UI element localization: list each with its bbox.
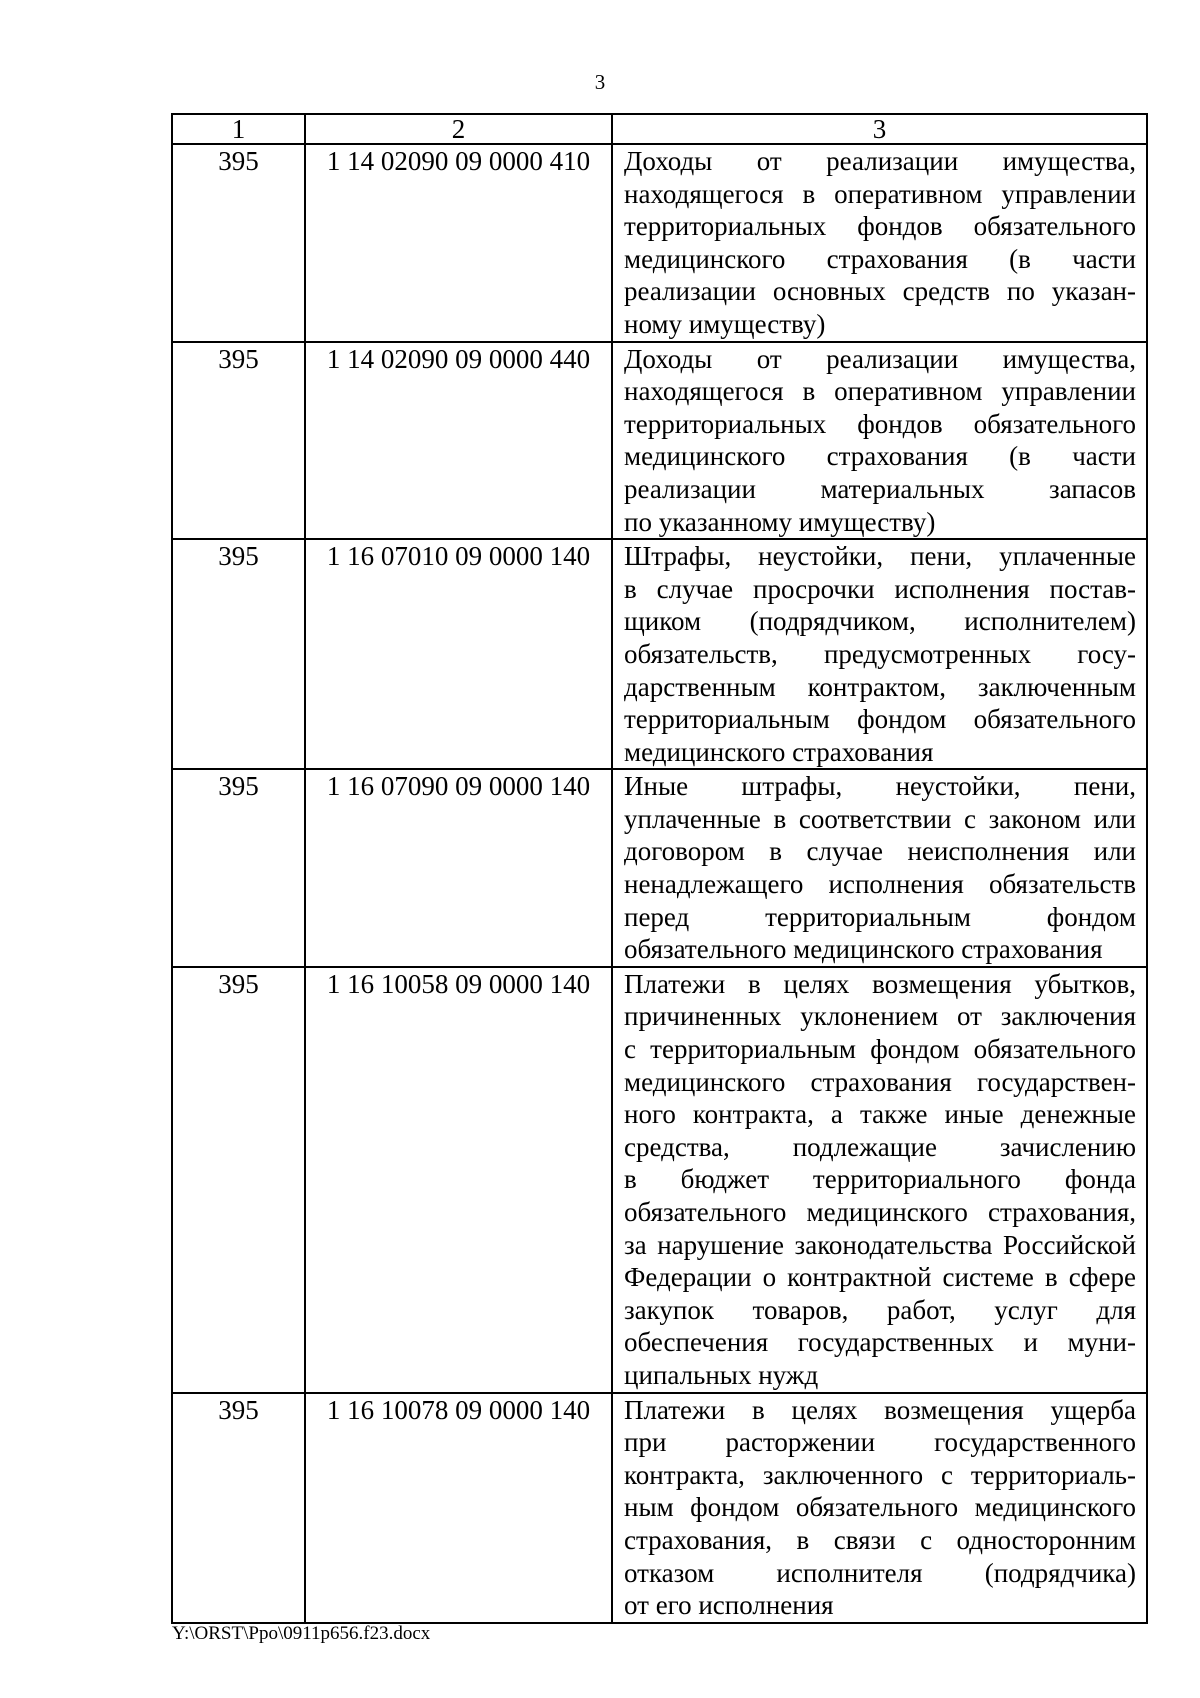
description-line: ным фондом обязательного медицинского xyxy=(624,1492,1136,1523)
admin-code-cell: 395 xyxy=(172,539,305,769)
description-cell xyxy=(612,967,1147,1393)
description-line: закупок товаров, работ, услуг для xyxy=(624,1294,1136,1325)
description-line: в бюджет территориального фонда xyxy=(624,1164,1136,1195)
description-line: дарственным контрактом, заключенным xyxy=(624,671,1136,702)
description-line: ного контракта, а также иные денежные xyxy=(624,1099,1136,1130)
description-line: обязательств, предусмотренных госу- xyxy=(624,638,1136,669)
description-line: медицинского страхования (в части xyxy=(624,243,1136,274)
column-header-3: 3 xyxy=(612,114,1147,144)
budget-code-cell: 1 16 10058 09 0000 140 xyxy=(305,967,612,1393)
description-line: отказом исполнителя (подрядчика) xyxy=(624,1557,1136,1588)
description-line: ному имуществу) xyxy=(624,308,826,339)
table-row xyxy=(172,769,1147,967)
table-row xyxy=(172,539,1147,769)
description-line: за нарушение законодательства Российской xyxy=(624,1229,1136,1260)
description-line: в случае просрочки исполнения постав- xyxy=(624,573,1136,604)
description-line: находящегося в оперативном управлении xyxy=(624,376,1136,407)
description-line: Доходы от реализации имущества, xyxy=(624,343,1136,374)
description-line: медицинского страхования (в части xyxy=(624,441,1136,472)
description-line: договором в случае неисполнения или xyxy=(624,836,1136,867)
description-cell xyxy=(612,342,1147,540)
description-line: находящегося в оперативном управлении xyxy=(624,178,1136,209)
description-line: контракта, заключенного с территориаль- xyxy=(624,1459,1136,1490)
description-line: Федерации о контрактной системе в сфере xyxy=(624,1262,1136,1293)
description-line: территориальных фондов обязательного xyxy=(624,408,1136,439)
admin-code-cell: 395 xyxy=(172,342,305,540)
description-line: от его исполнения xyxy=(624,1590,834,1621)
column-header-1: 1 xyxy=(172,114,305,144)
admin-code-cell: 395 xyxy=(172,967,305,1393)
description-line: территориальных фондов обязательного xyxy=(624,211,1136,242)
income-codes-table xyxy=(171,113,1148,1624)
description-line: Иные штрафы, неустойки, пени, xyxy=(624,771,1136,802)
table-header-row xyxy=(172,114,1147,144)
description-line: перед территориальным фондом xyxy=(624,901,1136,932)
table-row xyxy=(172,342,1147,540)
table-row xyxy=(172,1393,1147,1623)
page-number: 3 xyxy=(594,70,606,94)
description-line: причиненных уклонением от заключения xyxy=(624,1001,1136,1032)
description-line: медицинского страхования xyxy=(624,736,934,767)
description-line: ципальных нужд xyxy=(624,1359,819,1390)
description-cell xyxy=(612,1393,1147,1623)
description-line: Платежи в целях возмещения ущерба xyxy=(624,1394,1136,1425)
description-line: уплаченные в соответствии с законом или xyxy=(624,803,1136,834)
budget-code-cell: 1 16 07090 09 0000 140 xyxy=(305,769,612,967)
description-line: ненадлежащего исполнения обязательств xyxy=(624,869,1136,900)
table-row xyxy=(172,967,1147,1393)
description-line: Платежи в целях возмещения убытков, xyxy=(624,968,1136,999)
description-line: по указанному имуществу) xyxy=(624,506,936,537)
description-line: Доходы от реализации имущества, xyxy=(624,146,1136,176)
file-path-footer: Y:\ORST\Ppo\0911p656.f23.docx xyxy=(172,1623,431,1644)
description-cell xyxy=(612,539,1147,769)
description-line: при расторжении государственного xyxy=(624,1427,1136,1458)
description-line: средства, подлежащие зачислению xyxy=(624,1131,1136,1162)
description-cell xyxy=(612,769,1147,967)
budget-code-cell: 1 16 10078 09 0000 140 xyxy=(305,1393,612,1623)
admin-code-cell: 395 xyxy=(172,144,305,342)
description-line: реализации материальных запасов xyxy=(624,473,1136,504)
description-line: обеспечения государственных и муни- xyxy=(624,1327,1136,1358)
description-line: обязательного медицинского страхования xyxy=(624,934,1103,965)
budget-code-cell: 1 14 02090 09 0000 440 xyxy=(305,342,612,540)
budget-code-cell: 1 14 02090 09 0000 410 xyxy=(305,144,612,342)
description-cell xyxy=(612,144,1147,342)
description-line: обязательного медицинского страхования, xyxy=(624,1197,1136,1227)
description-line: реализации основных средств по указан- xyxy=(624,276,1136,307)
description-line: с территориальным фондом обязательного xyxy=(624,1034,1136,1065)
description-line: медицинского страхования государствен- xyxy=(624,1066,1136,1097)
column-header-2: 2 xyxy=(305,114,612,144)
budget-code-cell: 1 16 07010 09 0000 140 xyxy=(305,539,612,769)
description-line: Штрафы, неустойки, пени, уплаченные xyxy=(624,541,1136,572)
table-row xyxy=(172,144,1147,342)
description-line: щиком (подрядчиком, исполнителем) xyxy=(624,606,1136,637)
admin-code-cell: 395 xyxy=(172,769,305,967)
description-line: страхования, в связи с односторонним xyxy=(624,1524,1136,1555)
description-line: территориальным фондом обязательного xyxy=(624,704,1136,735)
admin-code-cell: 395 xyxy=(172,1393,305,1623)
